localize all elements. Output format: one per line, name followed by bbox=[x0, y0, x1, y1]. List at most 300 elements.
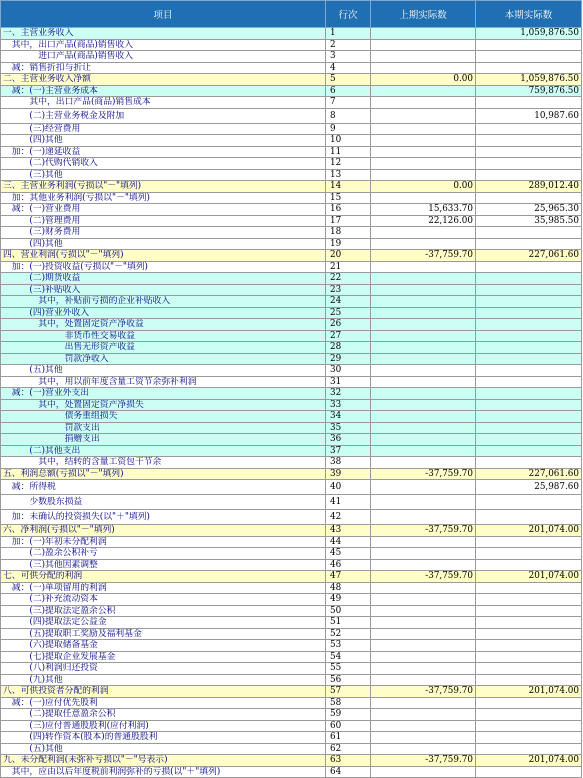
row-line-no-cell[interactable]: 61 bbox=[326, 732, 371, 744]
row-prev-actual-cell[interactable]: -37,759.70 bbox=[371, 250, 476, 262]
row-item-cell[interactable]: (四)提取法定公益金 bbox=[1, 617, 326, 629]
row-cur-actual-cell[interactable] bbox=[476, 594, 582, 606]
table-row bbox=[1, 559, 582, 571]
table-row bbox=[1, 445, 582, 457]
row-line-no-cell[interactable]: 23 bbox=[326, 284, 371, 296]
row-line-no-cell[interactable]: 47 bbox=[326, 571, 371, 583]
row-prev-actual-cell[interactable] bbox=[371, 732, 476, 744]
row-prev-actual-cell[interactable] bbox=[371, 169, 476, 181]
row-line-no-cell[interactable]: 62 bbox=[326, 743, 371, 755]
row-prev-actual-cell[interactable] bbox=[371, 697, 476, 709]
header-item: 项目 bbox=[1, 1, 326, 28]
row-line-no-cell[interactable]: 38 bbox=[326, 457, 371, 469]
row-item-cell[interactable]: 减：(一)主营业务成本 bbox=[1, 85, 326, 97]
row-item-cell[interactable]: (九)其他 bbox=[1, 674, 326, 686]
row-cur-actual-cell[interactable] bbox=[476, 651, 582, 663]
table-row bbox=[1, 732, 582, 744]
row-item-cell[interactable]: 非货币性交易收益 bbox=[1, 330, 326, 342]
row-line-no-cell[interactable]: 32 bbox=[326, 388, 371, 400]
row-cur-actual-cell[interactable] bbox=[476, 743, 582, 755]
row-prev-actual-cell[interactable] bbox=[371, 495, 476, 510]
row-cur-actual-cell[interactable] bbox=[476, 559, 582, 571]
row-prev-actual-cell[interactable] bbox=[371, 445, 476, 457]
row-line-no-cell[interactable]: 11 bbox=[326, 146, 371, 158]
row-prev-actual-cell[interactable] bbox=[371, 97, 476, 109]
row-line-no-cell[interactable]: 7 bbox=[326, 97, 371, 109]
row-line-no-cell[interactable]: 16 bbox=[326, 204, 371, 216]
row-line-no-cell[interactable]: 26 bbox=[326, 319, 371, 331]
row-line-no-cell[interactable]: 1 bbox=[326, 28, 371, 40]
row-prev-actual-cell[interactable] bbox=[371, 457, 476, 469]
row-item-cell[interactable]: (三)经营费用 bbox=[1, 123, 326, 135]
row-cur-actual-cell[interactable] bbox=[476, 510, 582, 525]
row-item-cell[interactable]: 出售无形资产收益 bbox=[1, 342, 326, 354]
row-line-no-cell[interactable]: 6 bbox=[326, 85, 371, 97]
row-item-cell[interactable]: (七)提取企业发展基金 bbox=[1, 651, 326, 663]
row-line-no-cell[interactable]: 52 bbox=[326, 628, 371, 640]
row-item-cell[interactable]: (二)管理费用 bbox=[1, 215, 326, 227]
table-row bbox=[1, 330, 582, 342]
row-cur-actual-cell[interactable]: 227,061.60 bbox=[476, 468, 582, 480]
row-prev-actual-cell[interactable] bbox=[371, 582, 476, 594]
row-item-cell[interactable]: 加：(一)递延收益 bbox=[1, 146, 326, 158]
row-prev-actual-cell[interactable]: 15,633.70 bbox=[371, 204, 476, 216]
row-item-cell[interactable]: (四)其他 bbox=[1, 135, 326, 147]
row-line-no-cell[interactable]: 14 bbox=[326, 181, 371, 193]
row-cur-actual-cell[interactable]: 201,074.00 bbox=[476, 686, 582, 698]
row-item-cell[interactable]: 加：(一)年初未分配利润 bbox=[1, 536, 326, 548]
row-item-cell[interactable]: 一、主营业务收入 bbox=[1, 28, 326, 40]
row-prev-actual-cell[interactable] bbox=[371, 594, 476, 606]
table-row bbox=[1, 192, 582, 204]
row-item-cell[interactable]: (六)提取储备基金 bbox=[1, 640, 326, 652]
row-item-cell[interactable]: 四、营业利润(亏损以"－"填列) bbox=[1, 250, 326, 262]
row-line-no-cell[interactable]: 40 bbox=[326, 480, 371, 495]
row-item-cell[interactable]: 九、未分配利润(未弥补亏损以"－"号表示) bbox=[1, 755, 326, 767]
row-item-cell[interactable]: (八)利润归还投资 bbox=[1, 663, 326, 675]
table-row bbox=[1, 135, 582, 147]
row-prev-actual-cell[interactable] bbox=[371, 319, 476, 331]
row-line-no-cell[interactable]: 24 bbox=[326, 296, 371, 308]
row-line-no-cell[interactable]: 45 bbox=[326, 548, 371, 560]
row-line-no-cell[interactable]: 9 bbox=[326, 123, 371, 135]
row-cur-actual-cell[interactable]: 25,987.60 bbox=[476, 480, 582, 495]
row-item-cell[interactable]: 加：未确认的投资损失(以"＋"填列) bbox=[1, 510, 326, 525]
row-prev-actual-cell[interactable] bbox=[371, 617, 476, 629]
row-line-no-cell[interactable]: 58 bbox=[326, 697, 371, 709]
row-prev-actual-cell[interactable] bbox=[371, 720, 476, 732]
row-cur-actual-cell[interactable] bbox=[476, 697, 582, 709]
table-row bbox=[1, 755, 582, 767]
row-cur-actual-cell[interactable] bbox=[476, 261, 582, 273]
row-prev-actual-cell[interactable]: 0.00 bbox=[371, 74, 476, 86]
row-line-no-cell[interactable]: 19 bbox=[326, 238, 371, 250]
row-line-no-cell[interactable]: 30 bbox=[326, 365, 371, 377]
row-line-no-cell[interactable]: 15 bbox=[326, 192, 371, 204]
row-cur-actual-cell[interactable] bbox=[476, 158, 582, 170]
row-item-cell[interactable]: 其中，用以前年度含量工资节余弥补利润 bbox=[1, 376, 326, 388]
table-row bbox=[1, 158, 582, 170]
table-row bbox=[1, 108, 582, 123]
row-item-cell[interactable]: 其中，应由以后年度税前利润弥补的亏损(以"＋"填列) bbox=[1, 766, 326, 778]
row-item-cell[interactable]: (三)补贴收入 bbox=[1, 284, 326, 296]
row-cur-actual-cell[interactable]: 227,061.60 bbox=[476, 250, 582, 262]
row-item-cell[interactable]: (五)其他 bbox=[1, 743, 326, 755]
row-prev-actual-cell[interactable]: 22,126.00 bbox=[371, 215, 476, 227]
row-line-no-cell[interactable]: 54 bbox=[326, 651, 371, 663]
row-item-cell[interactable]: 其中，补贴前亏损的企业补贴收入 bbox=[1, 296, 326, 308]
row-cur-actual-cell[interactable] bbox=[476, 51, 582, 63]
row-line-no-cell[interactable]: 37 bbox=[326, 445, 371, 457]
row-prev-actual-cell[interactable] bbox=[371, 559, 476, 571]
row-prev-actual-cell[interactable] bbox=[371, 273, 476, 285]
row-cur-actual-cell[interactable] bbox=[476, 273, 582, 285]
row-item-cell[interactable]: 加：其他业务利润(亏损以"－"填列) bbox=[1, 192, 326, 204]
row-prev-actual-cell[interactable] bbox=[371, 62, 476, 74]
table-row bbox=[1, 536, 582, 548]
table-row bbox=[1, 204, 582, 216]
row-cur-actual-cell[interactable] bbox=[476, 123, 582, 135]
table-row bbox=[1, 709, 582, 721]
row-item-cell[interactable]: (三)其他 bbox=[1, 169, 326, 181]
row-prev-actual-cell[interactable]: 0.00 bbox=[371, 181, 476, 193]
row-cur-actual-cell[interactable] bbox=[476, 445, 582, 457]
row-prev-actual-cell[interactable] bbox=[371, 399, 476, 411]
row-cur-actual-cell[interactable] bbox=[476, 582, 582, 594]
row-item-cell[interactable]: (五)其他 bbox=[1, 365, 326, 377]
row-cur-actual-cell[interactable] bbox=[476, 766, 582, 778]
table-row bbox=[1, 62, 582, 74]
row-prev-actual-cell[interactable] bbox=[371, 365, 476, 377]
row-prev-actual-cell[interactable] bbox=[371, 227, 476, 239]
row-prev-actual-cell[interactable] bbox=[371, 51, 476, 63]
row-prev-actual-cell[interactable] bbox=[371, 261, 476, 273]
row-prev-actual-cell[interactable] bbox=[371, 353, 476, 365]
row-line-no-cell[interactable]: 41 bbox=[326, 495, 371, 510]
row-cur-actual-cell[interactable]: 201,074.00 bbox=[476, 571, 582, 583]
row-line-no-cell[interactable]: 59 bbox=[326, 709, 371, 721]
table-row bbox=[1, 39, 582, 51]
row-cur-actual-cell[interactable] bbox=[476, 422, 582, 434]
row-prev-actual-cell[interactable] bbox=[371, 548, 476, 560]
row-line-no-cell[interactable]: 5 bbox=[326, 74, 371, 86]
row-cur-actual-cell[interactable] bbox=[476, 663, 582, 675]
row-line-no-cell[interactable]: 29 bbox=[326, 353, 371, 365]
table-row bbox=[1, 720, 582, 732]
row-item-cell[interactable]: 捐赠支出 bbox=[1, 434, 326, 446]
row-item-cell[interactable]: 八、可供投资者分配的利润 bbox=[1, 686, 326, 698]
table-row bbox=[1, 376, 582, 388]
row-item-cell[interactable]: (四)其他 bbox=[1, 238, 326, 250]
row-prev-actual-cell[interactable] bbox=[371, 388, 476, 400]
table-row bbox=[1, 640, 582, 652]
row-prev-actual-cell[interactable] bbox=[371, 536, 476, 548]
row-item-cell[interactable]: (二)补充流动资本 bbox=[1, 594, 326, 606]
row-line-no-cell[interactable]: 49 bbox=[326, 594, 371, 606]
row-item-cell[interactable]: (二)盈余公积补亏 bbox=[1, 548, 326, 560]
row-item-cell[interactable]: (四)转作资本(股本)的普通股股利 bbox=[1, 732, 326, 744]
row-item-cell[interactable]: 减：销售折扣与折让 bbox=[1, 62, 326, 74]
row-line-no-cell[interactable]: 44 bbox=[326, 536, 371, 548]
row-line-no-cell[interactable]: 43 bbox=[326, 525, 371, 537]
table-row bbox=[1, 169, 582, 181]
row-prev-actual-cell[interactable]: -37,759.70 bbox=[371, 468, 476, 480]
row-item-cell[interactable]: (二)主营业务税金及附加 bbox=[1, 108, 326, 123]
row-cur-actual-cell[interactable]: 35,985.50 bbox=[476, 215, 582, 227]
row-line-no-cell[interactable]: 3 bbox=[326, 51, 371, 63]
row-cur-actual-cell[interactable] bbox=[476, 732, 582, 744]
row-cur-actual-cell[interactable] bbox=[476, 307, 582, 319]
row-cur-actual-cell[interactable] bbox=[476, 495, 582, 510]
row-item-cell[interactable]: (四)营业外收入 bbox=[1, 307, 326, 319]
row-item-cell[interactable]: (二)其他支出 bbox=[1, 445, 326, 457]
row-prev-actual-cell[interactable] bbox=[371, 108, 476, 123]
row-line-no-cell[interactable]: 57 bbox=[326, 686, 371, 698]
row-line-no-cell[interactable]: 22 bbox=[326, 273, 371, 285]
row-line-no-cell[interactable]: 48 bbox=[326, 582, 371, 594]
row-prev-actual-cell[interactable] bbox=[371, 146, 476, 158]
row-prev-actual-cell[interactable] bbox=[371, 28, 476, 40]
row-item-cell[interactable]: 七、可供分配的利润 bbox=[1, 571, 326, 583]
row-prev-actual-cell[interactable] bbox=[371, 674, 476, 686]
row-line-no-cell[interactable]: 28 bbox=[326, 342, 371, 354]
row-line-no-cell[interactable]: 12 bbox=[326, 158, 371, 170]
row-cur-actual-cell[interactable] bbox=[476, 169, 582, 181]
row-prev-actual-cell[interactable] bbox=[371, 640, 476, 652]
row-line-no-cell[interactable]: 35 bbox=[326, 422, 371, 434]
row-item-cell[interactable]: (五)提取职工奖励及福利基金 bbox=[1, 628, 326, 640]
row-item-cell[interactable]: 罚款净收入 bbox=[1, 353, 326, 365]
row-cur-actual-cell[interactable]: 289,012.40 bbox=[476, 181, 582, 193]
row-prev-actual-cell[interactable] bbox=[371, 376, 476, 388]
row-prev-actual-cell[interactable] bbox=[371, 307, 476, 319]
row-line-no-cell[interactable]: 50 bbox=[326, 605, 371, 617]
row-cur-actual-cell[interactable] bbox=[476, 342, 582, 354]
row-cur-actual-cell[interactable] bbox=[476, 411, 582, 423]
row-line-no-cell[interactable]: 64 bbox=[326, 766, 371, 778]
row-prev-actual-cell[interactable]: -37,759.70 bbox=[371, 525, 476, 537]
row-line-no-cell[interactable]: 34 bbox=[326, 411, 371, 423]
row-prev-actual-cell[interactable]: -37,759.70 bbox=[371, 755, 476, 767]
row-item-cell[interactable]: 六、净利润(亏损以"－"填列) bbox=[1, 525, 326, 537]
row-prev-actual-cell[interactable] bbox=[371, 411, 476, 423]
row-item-cell[interactable]: 其中，处置固定资产净损失 bbox=[1, 399, 326, 411]
row-item-cell[interactable]: (二)代购代销收入 bbox=[1, 158, 326, 170]
row-cur-actual-cell[interactable]: 759,876.50 bbox=[476, 85, 582, 97]
row-item-cell[interactable]: (三)提取法定盈余公积 bbox=[1, 605, 326, 617]
row-line-no-cell[interactable]: 56 bbox=[326, 674, 371, 686]
row-cur-actual-cell[interactable] bbox=[476, 674, 582, 686]
row-cur-actual-cell[interactable] bbox=[476, 353, 582, 365]
row-cur-actual-cell[interactable]: 25,965.30 bbox=[476, 204, 582, 216]
table-row bbox=[1, 238, 582, 250]
row-line-no-cell[interactable]: 53 bbox=[326, 640, 371, 652]
row-line-no-cell[interactable]: 33 bbox=[326, 399, 371, 411]
table-row bbox=[1, 766, 582, 778]
row-cur-actual-cell[interactable] bbox=[476, 135, 582, 147]
table-row bbox=[1, 399, 582, 411]
row-line-no-cell[interactable]: 42 bbox=[326, 510, 371, 525]
row-item-cell[interactable]: (三)应付普通股股利(应付利润) bbox=[1, 720, 326, 732]
row-prev-actual-cell[interactable] bbox=[371, 284, 476, 296]
row-item-cell[interactable]: 少数股东损益 bbox=[1, 495, 326, 510]
row-cur-actual-cell[interactable] bbox=[476, 330, 582, 342]
row-item-cell[interactable]: (三)其他因素调整 bbox=[1, 559, 326, 571]
table-row bbox=[1, 284, 582, 296]
table-header bbox=[1, 1, 582, 28]
row-cur-actual-cell[interactable]: 201,074.00 bbox=[476, 755, 582, 767]
row-item-cell[interactable]: 减：(一)营业费用 bbox=[1, 204, 326, 216]
row-cur-actual-cell[interactable] bbox=[476, 628, 582, 640]
row-cur-actual-cell[interactable]: 1,059,876.50 bbox=[476, 28, 582, 40]
row-prev-actual-cell[interactable]: -37,759.70 bbox=[371, 686, 476, 698]
row-cur-actual-cell[interactable] bbox=[476, 238, 582, 250]
table-row bbox=[1, 181, 582, 193]
row-cur-actual-cell[interactable] bbox=[476, 39, 582, 51]
row-line-no-cell[interactable]: 25 bbox=[326, 307, 371, 319]
row-prev-actual-cell[interactable] bbox=[371, 628, 476, 640]
row-prev-actual-cell[interactable] bbox=[371, 135, 476, 147]
table-body bbox=[1, 28, 582, 778]
row-line-no-cell[interactable]: 4 bbox=[326, 62, 371, 74]
row-item-cell[interactable]: (二)提取任意盈余公积 bbox=[1, 709, 326, 721]
row-item-cell[interactable]: 加：(一)投资收益(亏损以"－"填列) bbox=[1, 261, 326, 273]
row-prev-actual-cell[interactable] bbox=[371, 39, 476, 51]
row-prev-actual-cell[interactable] bbox=[371, 766, 476, 778]
row-cur-actual-cell[interactable]: 1,059,876.50 bbox=[476, 74, 582, 86]
row-cur-actual-cell[interactable] bbox=[476, 548, 582, 560]
row-cur-actual-cell[interactable] bbox=[476, 296, 582, 308]
row-prev-actual-cell[interactable] bbox=[371, 192, 476, 204]
row-cur-actual-cell[interactable]: 10,987.60 bbox=[476, 108, 582, 123]
row-line-no-cell[interactable]: 13 bbox=[326, 169, 371, 181]
table-row bbox=[1, 686, 582, 698]
row-line-no-cell[interactable]: 20 bbox=[326, 250, 371, 262]
row-prev-actual-cell[interactable] bbox=[371, 434, 476, 446]
table-row bbox=[1, 261, 582, 273]
row-cur-actual-cell[interactable] bbox=[476, 365, 582, 377]
row-line-no-cell[interactable]: 55 bbox=[326, 663, 371, 675]
row-line-no-cell[interactable]: 39 bbox=[326, 468, 371, 480]
row-cur-actual-cell[interactable] bbox=[476, 62, 582, 74]
row-item-cell[interactable]: 其中，结转的含量工资包干节余 bbox=[1, 457, 326, 469]
table-row bbox=[1, 342, 582, 354]
table-row bbox=[1, 548, 582, 560]
row-item-cell[interactable]: 罚款支出 bbox=[1, 422, 326, 434]
row-prev-actual-cell[interactable] bbox=[371, 85, 476, 97]
table-row bbox=[1, 307, 582, 319]
row-cur-actual-cell[interactable] bbox=[476, 720, 582, 732]
row-item-cell[interactable]: 其中，出口产品(商品)销售成本 bbox=[1, 97, 326, 109]
row-item-cell[interactable]: (二)期货收益 bbox=[1, 273, 326, 285]
row-cur-actual-cell[interactable] bbox=[476, 192, 582, 204]
row-prev-actual-cell[interactable] bbox=[371, 709, 476, 721]
row-cur-actual-cell[interactable] bbox=[476, 319, 582, 331]
table-row bbox=[1, 296, 582, 308]
row-item-cell[interactable]: 三、主营业务利润(亏损以"－"填列) bbox=[1, 181, 326, 193]
table-row bbox=[1, 215, 582, 227]
row-item-cell[interactable]: 五、利润总额(亏损以"－"填列) bbox=[1, 468, 326, 480]
row-item-cell[interactable]: 减：(一)营业外支出 bbox=[1, 388, 326, 400]
row-cur-actual-cell[interactable] bbox=[476, 617, 582, 629]
row-cur-actual-cell[interactable] bbox=[476, 640, 582, 652]
row-prev-actual-cell[interactable] bbox=[371, 296, 476, 308]
row-item-cell[interactable]: 其中，处置固定资产净收益 bbox=[1, 319, 326, 331]
table-row bbox=[1, 123, 582, 135]
row-cur-actual-cell[interactable] bbox=[476, 457, 582, 469]
row-line-no-cell[interactable]: 17 bbox=[326, 215, 371, 227]
table-row bbox=[1, 85, 582, 97]
row-prev-actual-cell[interactable] bbox=[371, 651, 476, 663]
row-item-cell[interactable]: 进口产品(商品)销售收入 bbox=[1, 51, 326, 63]
row-prev-actual-cell[interactable] bbox=[371, 123, 476, 135]
table-row bbox=[1, 594, 582, 606]
row-cur-actual-cell[interactable] bbox=[476, 434, 582, 446]
row-cur-actual-cell[interactable] bbox=[476, 376, 582, 388]
row-line-no-cell[interactable]: 10 bbox=[326, 135, 371, 147]
row-item-cell[interactable]: 二、主营业务收入净额 bbox=[1, 74, 326, 86]
row-prev-actual-cell[interactable] bbox=[371, 743, 476, 755]
row-item-cell[interactable]: 其中，出口产品(商品)销售收入 bbox=[1, 39, 326, 51]
row-cur-actual-cell[interactable] bbox=[476, 227, 582, 239]
row-line-no-cell[interactable]: 21 bbox=[326, 261, 371, 273]
row-prev-actual-cell[interactable] bbox=[371, 330, 476, 342]
row-item-cell[interactable]: (三)财务费用 bbox=[1, 227, 326, 239]
table-row bbox=[1, 674, 582, 686]
row-line-no-cell[interactable]: 63 bbox=[326, 755, 371, 767]
row-prev-actual-cell[interactable] bbox=[371, 238, 476, 250]
row-cur-actual-cell[interactable] bbox=[476, 146, 582, 158]
row-prev-actual-cell[interactable] bbox=[371, 510, 476, 525]
row-prev-actual-cell[interactable] bbox=[371, 342, 476, 354]
row-line-no-cell[interactable]: 51 bbox=[326, 617, 371, 629]
table-row bbox=[1, 743, 582, 755]
row-prev-actual-cell[interactable] bbox=[371, 605, 476, 617]
row-item-cell[interactable]: 债务重组损失 bbox=[1, 411, 326, 423]
row-cur-actual-cell[interactable] bbox=[476, 536, 582, 548]
row-prev-actual-cell[interactable] bbox=[371, 158, 476, 170]
row-item-cell[interactable]: 减：(一)应付优先股利 bbox=[1, 697, 326, 709]
row-line-no-cell[interactable]: 36 bbox=[326, 434, 371, 446]
row-line-no-cell[interactable]: 46 bbox=[326, 559, 371, 571]
row-cur-actual-cell[interactable] bbox=[476, 399, 582, 411]
row-cur-actual-cell[interactable]: 201,074.00 bbox=[476, 525, 582, 537]
row-line-no-cell[interactable]: 27 bbox=[326, 330, 371, 342]
row-cur-actual-cell[interactable] bbox=[476, 605, 582, 617]
row-line-no-cell[interactable]: 2 bbox=[326, 39, 371, 51]
table-row bbox=[1, 628, 582, 640]
row-cur-actual-cell[interactable] bbox=[476, 709, 582, 721]
row-line-no-cell[interactable]: 18 bbox=[326, 227, 371, 239]
row-prev-actual-cell[interactable]: -37,759.70 bbox=[371, 571, 476, 583]
row-line-no-cell[interactable]: 31 bbox=[326, 376, 371, 388]
row-prev-actual-cell[interactable] bbox=[371, 480, 476, 495]
row-item-cell[interactable]: 减：所得税 bbox=[1, 480, 326, 495]
row-cur-actual-cell[interactable] bbox=[476, 284, 582, 296]
row-cur-actual-cell[interactable] bbox=[476, 388, 582, 400]
row-prev-actual-cell[interactable] bbox=[371, 422, 476, 434]
table-row bbox=[1, 571, 582, 583]
header-cur-actual: 本期实际数 bbox=[476, 1, 582, 28]
table-row bbox=[1, 480, 582, 495]
row-prev-actual-cell[interactable] bbox=[371, 663, 476, 675]
row-cur-actual-cell[interactable] bbox=[476, 97, 582, 109]
table-row bbox=[1, 365, 582, 377]
table-row bbox=[1, 51, 582, 63]
row-item-cell[interactable]: 减：(一)单项留用的利润 bbox=[1, 582, 326, 594]
row-line-no-cell[interactable]: 60 bbox=[326, 720, 371, 732]
row-line-no-cell[interactable]: 8 bbox=[326, 108, 371, 123]
